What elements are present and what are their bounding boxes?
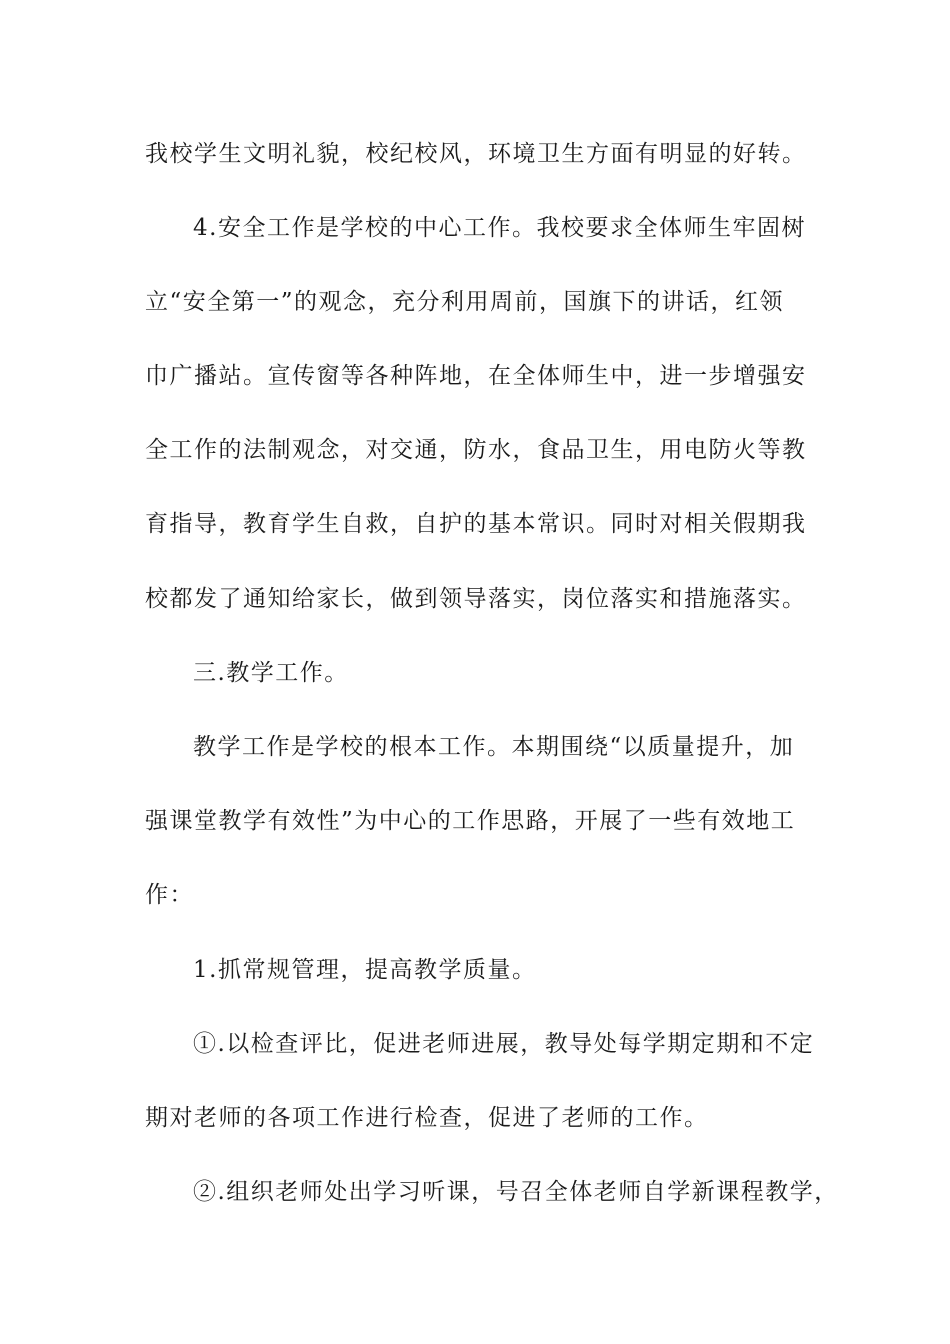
text-line: 立“安全第一”的观念，充分利用周前，国旗下的讲话，红领 — [145, 289, 785, 315]
text-line: 期对老师的各项工作进行检查，促进了老师的工作。 — [145, 1105, 709, 1131]
text-line: 作： — [145, 882, 194, 908]
text-line: 全工作的法制观念，对交通，防水，食品卫生，用电防火等教 — [145, 437, 807, 463]
text-line: 教学工作是学校的根本工作。本期围绕“以质量提升，加 — [193, 734, 795, 760]
text-line: 4.安全工作是学校的中心工作。我校要求全体师生牢固树 — [193, 215, 806, 241]
text-line: 育指导，教育学生自救，自护的基本常识。同时对相关假期我 — [145, 511, 807, 537]
text-line: ①.以检查评比，促进老师进展，教导处每学期定期和不定 — [193, 1031, 815, 1057]
subsection-heading: 1.抓常规管理，提高教学质量。 — [193, 957, 537, 983]
text-line: 巾广播站。宣传窗等各种阵地，在全体师生中，进一步增强安 — [145, 363, 807, 389]
text-line: 我校学生文明礼貌，校纪校风，环境卫生方面有明显的好转。 — [145, 141, 807, 167]
text-line: 校都发了通知给家长，做到领导落实，岗位落实和措施落实。 — [145, 586, 807, 612]
text-line: 强课堂教学有效性”为中心的工作思路，开展了一些有效地工 — [145, 808, 796, 834]
section-heading: 三.教学工作。 — [193, 660, 349, 686]
text-line: ②.组织老师处出学习听课，号召全体老师自学新课程教学， — [193, 1179, 839, 1205]
